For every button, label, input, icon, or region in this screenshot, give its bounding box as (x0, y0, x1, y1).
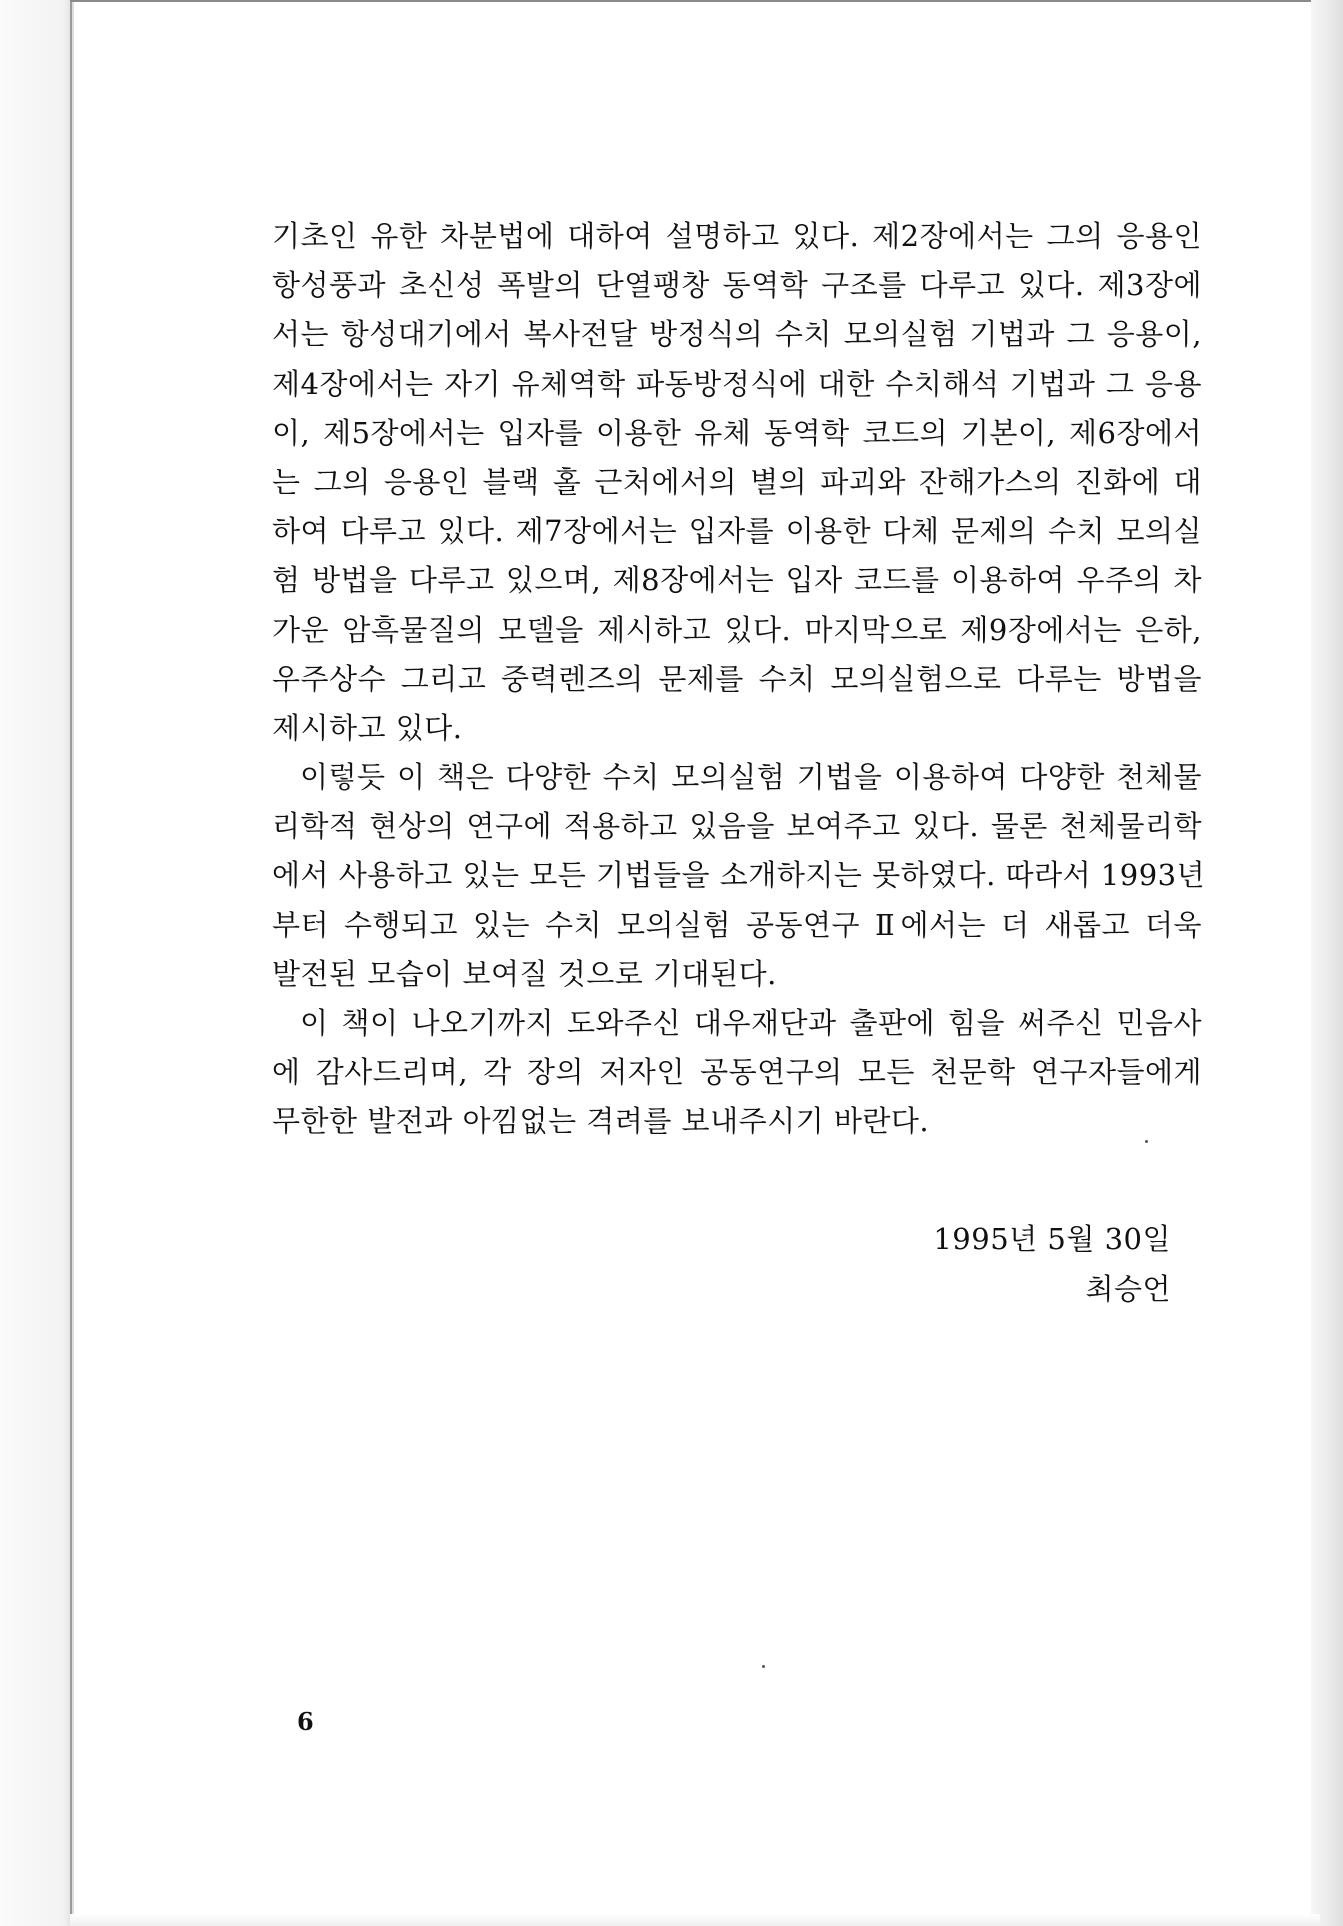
text-line: 가운 암흑물질의 모델을 제시하고 있다. 마지막으로 제9장에서는 은하, (272, 612, 1202, 647)
text-line: 험 방법을 다루고 있으며, 제8장에서는 입자 코드를 이용하여 우주의 차 (272, 563, 1202, 598)
scan-speck (762, 1665, 765, 1668)
signature-author: 최승언 (1085, 1272, 1171, 1306)
scan-edge-right (1311, 0, 1343, 1926)
text-line: 발전된 모습이 보여질 것으로 기대된다. (272, 956, 777, 991)
text-line: 이 책이 나오기까지 도와주신 대우재단과 출판에 힘을 써주신 민음사 (300, 1006, 1202, 1040)
text-line: 항성풍과 초신성 폭발의 단열팽창 동역학 구조를 다루고 있다. 제3장에 (272, 268, 1202, 303)
body-text (272, 212, 1206, 1147)
text-line: 는 그의 응용인 블랙 홀 근처에서의 별의 파괴와 잔해가스의 진화에 대 (272, 464, 1202, 499)
text-line: 이, 제5장에서는 입자를 이용한 유체 동역학 코드의 기본이, 제6장에서 (272, 415, 1202, 450)
text-line: 제시하고 있다. (272, 710, 463, 745)
text-line: 기초인 유한 차분법에 대하여 설명하고 있다. 제2장에서는 그의 응용인 (272, 219, 1202, 253)
text-line: 서는 항성대기에서 복사전달 방정식의 수치 모의실험 기법과 그 응용이, (272, 317, 1202, 352)
scan-speck (1145, 1140, 1148, 1143)
text-line: 에서 사용하고 있는 모든 기법들을 소개하지는 못하였다. 따라서 1993년 (272, 858, 1206, 893)
text-line: 하여 다루고 있다. 제7장에서는 입자를 이용한 다체 문제의 수치 모의실 (272, 514, 1202, 549)
text-line: 에 감사드리며, 각 장의 저자인 공동연구의 모든 천문학 연구자들에게 (272, 1055, 1202, 1090)
page-number: 6 (297, 1707, 314, 1736)
scan-edge-left (0, 0, 74, 1926)
scan-edge-line (70, 0, 72, 1926)
text-line: 이렇듯 이 책은 다양한 수치 모의실험 기법을 이용하여 다양한 천체물 (300, 760, 1202, 795)
text-line: 우주상수 그리고 중력렌즈의 문제를 수치 모의실험으로 다루는 방법을 (272, 661, 1202, 696)
text-line: 무한한 발전과 아낌없는 격려를 보내주시기 바란다. (272, 1104, 930, 1139)
scan-edge-top (70, 0, 1340, 2)
text-line: 리학적 현상의 연구에 적용하고 있음을 보여주고 있다. 물론 천체물리학 (272, 809, 1202, 844)
signature-block (933, 1214, 1171, 1314)
scan-edge-bottom (70, 1914, 1320, 1926)
signature-date: 1995년 5월 30일 (933, 1222, 1171, 1256)
text-line: 제4장에서는 자기 유체역학 파동방정식에 대한 수치해석 기법과 그 응용 (272, 366, 1202, 401)
text-line: 부터 수행되고 있는 수치 모의실험 공동연구 Ⅱ에서는 더 새롭고 더욱 (272, 907, 1202, 942)
